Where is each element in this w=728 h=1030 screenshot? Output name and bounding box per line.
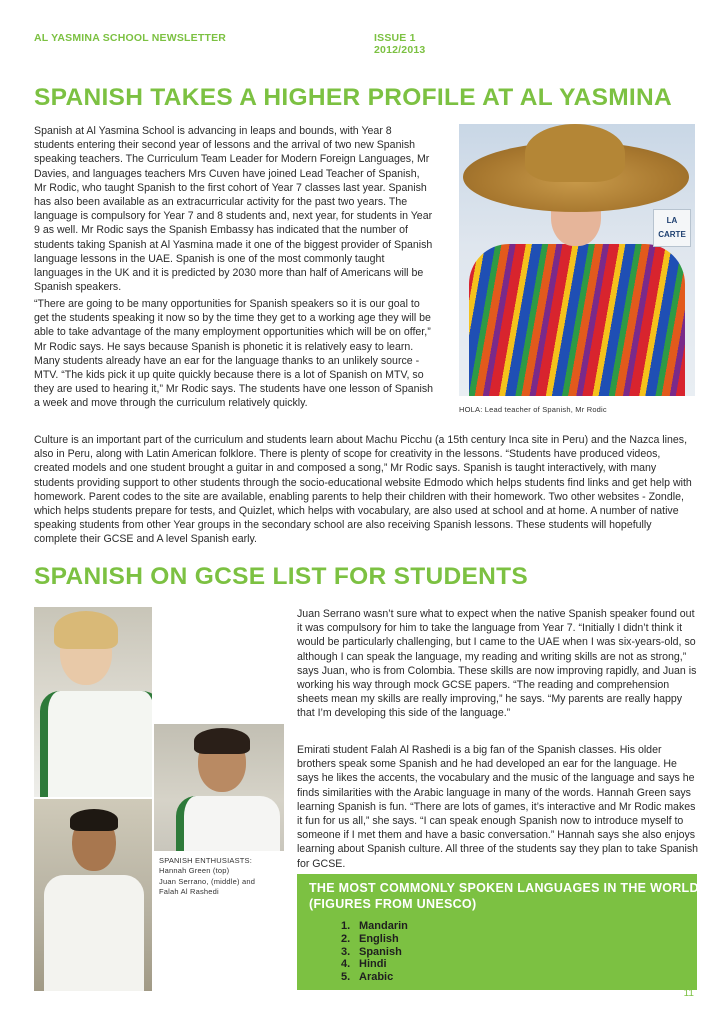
juan-photo — [154, 724, 284, 851]
languages-fact-box — [297, 874, 697, 990]
juan-uniform — [176, 796, 280, 851]
la-carte-sign: LA CARTE — [653, 209, 691, 247]
page-number: 11 — [683, 988, 694, 999]
teacher-photo-caption: HOLA: Lead teacher of Spanish, Mr Rodic — [459, 405, 607, 414]
list-item: 2. English — [341, 932, 399, 945]
falah-uniform — [44, 875, 144, 991]
caption-line: Juan Serrano, (middle) and — [159, 876, 256, 886]
list-item: 3. Spanish — [341, 945, 402, 958]
issue-number: ISSUE 1 — [374, 32, 416, 44]
caption-line: Falah Al Rashedi — [159, 887, 219, 897]
article2-paragraph-1: Juan Serrano wasn’t sure what to expect when the native Spanish speaker found out it was compulsory for him to take the language from Year 7. “Initially I didn’t think it would be particularly challenging, but I came to the UAE when I was six-years-old, so although I can speak the language, my reading and writing skills are not as strong,” says Juan, who is from Colombia. These skills are now improving rapidly, and Juan is working his way through mock GCSE papers. “The reading and comprehension sheets mean my skills are really improving,” he says. “My parents are really happy that I’m developing this side of the language.” — [297, 608, 697, 720]
falah-photo — [34, 799, 152, 991]
languages-list — [341, 920, 408, 984]
article2-headline: SPANISH ON GCSE LIST FOR STUDENTS — [34, 563, 529, 590]
poncho-shape — [469, 244, 685, 396]
fact-box-title: THE MOST COMMONLY SPOKEN LANGUAGES IN THE WORLD (FIGURES FROM UNESCO) — [309, 881, 699, 911]
issue-info — [374, 32, 425, 56]
students-photo-caption — [159, 856, 287, 898]
hannah-hair — [54, 611, 118, 649]
caption-line: SPANISH ENTHUSIASTS: — [159, 856, 253, 865]
sombrero-crown — [525, 124, 625, 182]
list-item: 4. Hindi — [341, 958, 387, 971]
teacher-photo — [459, 124, 695, 396]
article1-headline: SPANISH TAKES A HIGHER PROFILE AT AL YASMINA — [34, 84, 673, 111]
article1-paragraph-2: “There are going to be many opportunities for Spanish speakers so it is our goal to get the students speaking it now so by the time they get to a working age they will be able to take advantage of the many employment opportunities which will be on offer,” Mr Rodic says. He says because Spanish is phonetic it is relatively easy to learn. Many students already have an ear for the language thanks to an unlikely source - MTV. “The kids pick it up quite quickly because there is a lot of Spanish on MTV, so they are used to hearing it,” Mr Rodic says. The students have one lesson of Spanish a week and move through the curriculum relatively quickly. — [34, 298, 434, 410]
caption-line: Hannah Green (top) — [159, 866, 230, 876]
list-item: 5. Arabic — [341, 971, 394, 984]
article1-paragraph-3: Culture is an important part of the curriculum and students learn about Machu Picchu (a 15th century Inca site in Peru) and the Nazca lines, also in Peru, along with Latin American folklore. There is plenty of scope for creativity in the lessons. “Students have produced videos, created models and one student brought a guitar in and composed a song,” Mr Rodic says. Spanish is taught interactively, with many students providing support to other students through the socio-educational website Edmodo which helps students find links and get help with homework. Parent codes to the site are available, enabling parents to help their children with their homework. Two other websites - Zondle, which helps students prepare for tests, and Quizlet, which helps with vocabulary, are also used at school and at home. A number of native speaking students from other Year groups in the secondary school are also receiving Spanish lessons. These students will hopefully complete their GCSE and A level Spanish early. — [34, 434, 692, 546]
newsletter-title: AL YASMINA SCHOOL NEWSLETTER — [34, 32, 227, 44]
hannah-uniform — [40, 691, 152, 797]
hannah-photo — [34, 607, 152, 797]
juan-hair — [194, 728, 250, 754]
list-item: 1. Mandarin — [341, 920, 408, 932]
issue-year: 2012/2013 — [374, 44, 426, 56]
article2-paragraph-2: Emirati student Falah Al Rashedi is a big fan of the Spanish classes. His older brothers speak some Spanish and he had developed an ear for the language. He says he likes the accents, the vocabulary and the music of the language and says he finds similarities with the Arabic language in many of the words. Hannah Green says learning Spanish is fun. “There are lots of games, it’s interactive and Mr Rodic makes it fun for us all,” she says. “I can speak enough Spanish now to introduce myself to someone if I met them and have a basic conversation.” Hannah says she also enjoys learning about Spanish culture. All three of the students say they plan to take Spanish for GCSE. — [297, 744, 699, 870]
falah-hair — [70, 809, 118, 831]
article1-paragraph-1: Spanish at Al Yasmina School is advancing in leaps and bounds, with Year 8 students entering their second year of lessons and the arrival of two new Spanish speaking teachers. The Curriculum Team Leader for Modern Foreign Languages, Mr Davies, and languages teachers Mrs Cuven have joined Lead Teacher of Spanish, Mr Rodic, who taught Spanish to the first cohort of Year 7 classes last year. Spanish has also been available as an extracurricular activity for the past two years. The language is compulsory for Year 7 and 8 students and, next year, for students in Year 9 as well. Mr Rodic says the Spanish Embassy has indicated that the number of students taking Spanish at Al Yasmina made it one of the biggest provider of Spanish language lessons in the UAE. Spanish is one of the most commonly taught languages in the UK and it is predicted by 2030 more than half of Americans will be Spanish speakers. — [34, 125, 433, 294]
